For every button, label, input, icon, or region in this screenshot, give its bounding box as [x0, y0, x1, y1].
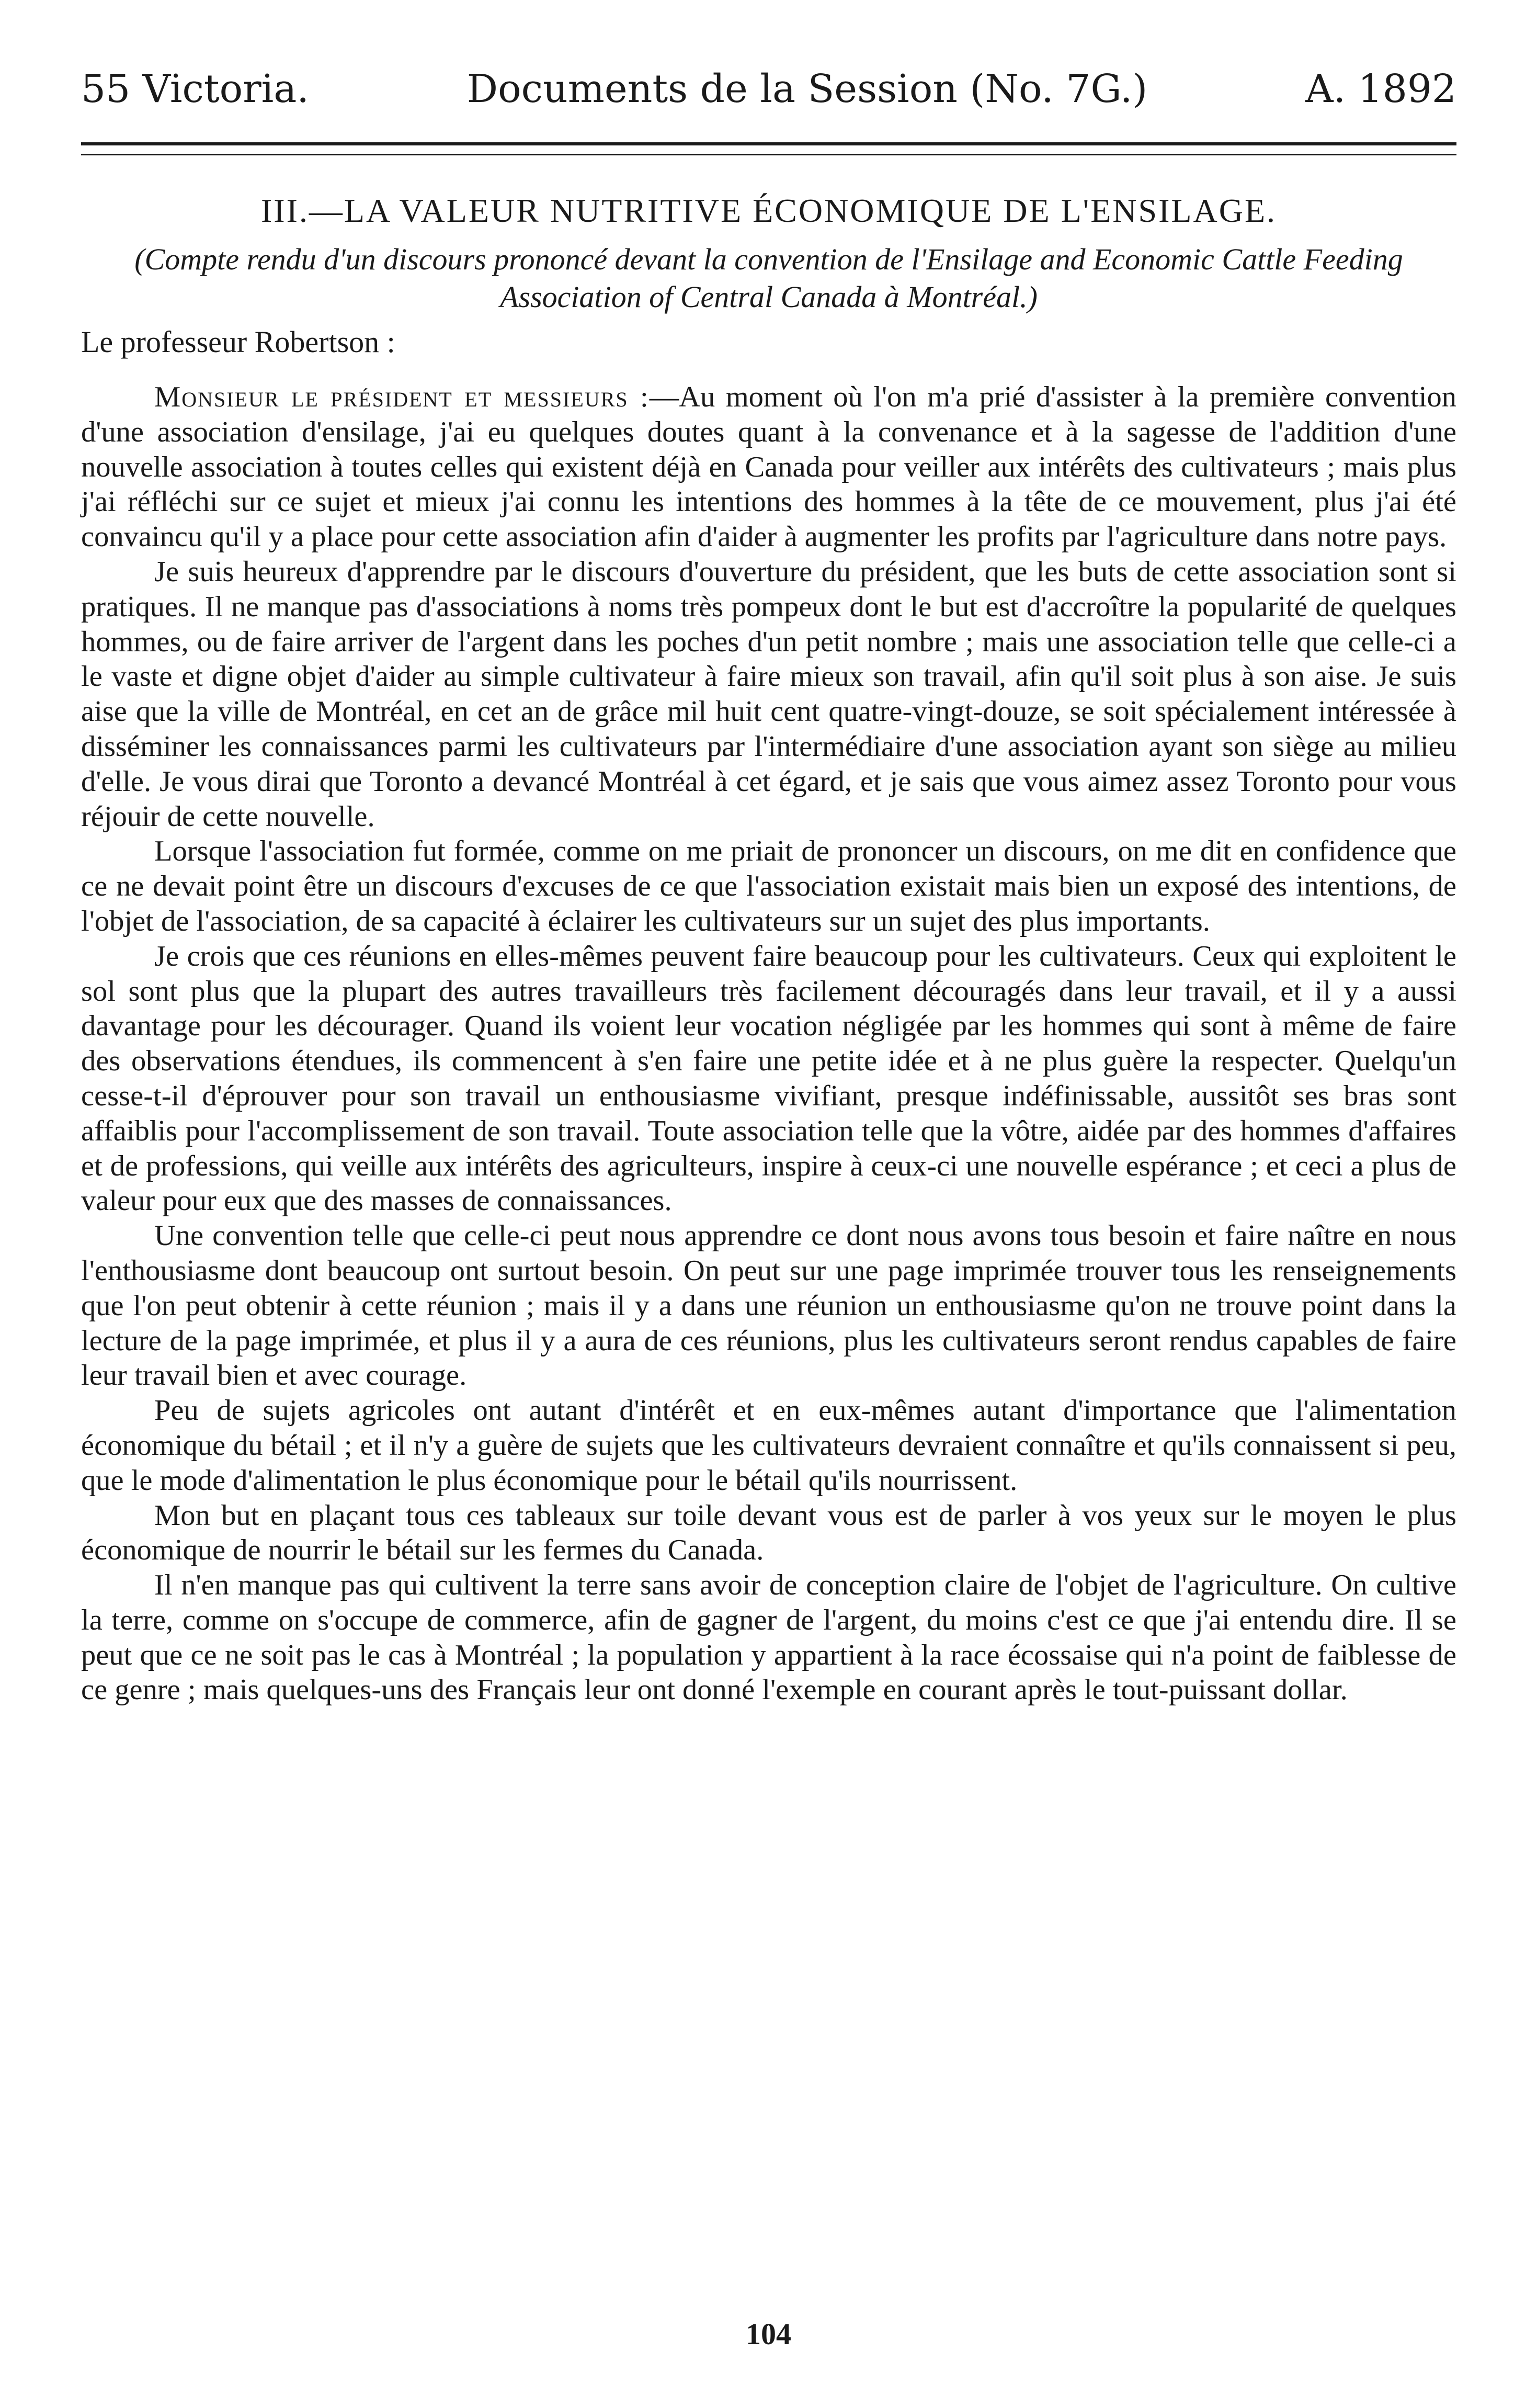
header-right: A. 1892	[1305, 66, 1456, 111]
header-rule-thin	[81, 154, 1456, 155]
paragraph-6: Peu de sujets agricoles ont autant d'intérêt et en eux-mêmes autant d'importance que l'alimentation économique du bétail ; et il n'y a guère de sujets que les cultivateurs devraient connaître et qu'ils connaissent si peu, que le mode d'alimentation le plus économique pour le bétail qu'ils nourrissent.	[81, 1394, 1456, 1497]
salutation: Monsieur le président et messieurs :	[154, 381, 650, 413]
page-number: 104	[746, 2317, 791, 2351]
paragraph-1-text: —Au moment où l'on m'a prié d'assister à la première convention d'une association d'ensilage, j'ai eu quelques doutes quant à la convenance et à la sagesse de l'addition d'une nouvelle association à toutes celles qui existent déjà en Canada pour veiller aux intérêts des cultivateurs ; mais plus j'ai réfléchi sur ce sujet et mieux j'ai connu les intentions des hommes à la tête de ce mouvement, plus j'ai été convaincu qu'il y a place pour cette association afin d'aider à augmenter les profits par l'agriculture dans notre pays.	[81, 381, 1456, 553]
paragraph-2: Je suis heureux d'apprendre par le discours d'ouverture du président, que les buts de cette association sont si pratiques. Il ne manque pas d'associations à noms très pompeux dont le but est d'accroître la popularité de quelques hommes, ou de faire arriver de l'argent dans les poches d'un petit nombre ; mais une association telle que celle-ci a le vaste et digne objet d'aider au simple cultivateur à faire mieux son travail, afin qu'il soit plus à son aise. Je suis aise que la ville de Montréal, en cet an de grâce mil huit cent quatre-vingt-douze, se soit spécialement intéressée à disséminer les connaissances parmi les cultivateurs par l'intermédiaire d'une association ayant son siège au milieu d'elle. Je vous dirai que Toronto a devancé Montréal à cet égard, et je sais que vous aimez assez Toronto pour vous réjouir de cette nouvelle.	[81, 555, 1456, 833]
section-title: III.—LA VALEUR NUTRITIVE ÉCONOMIQUE DE L'ENSILAGE.	[260, 192, 1277, 229]
document-page	[81, 63, 1456, 1708]
paragraph-5: Une convention telle que celle-ci peut nous apprendre ce dont nous avons tous besoin et faire naître en nous l'enthousiasme dont beaucoup ont surtout besoin. On peut sur une page imprimée trouver tous les renseignements que l'on peut obtenir à cette réunion ; mais il y a dans une réunion un enthousiasme qu'on ne trouve point dans la lecture de la page imprimée, et plus il y a aura de ces réunions, plus les cultivateurs seront rendus capables de faire leur travail bien et avec courage.	[81, 1219, 1456, 1392]
paragraph-8: Il n'en manque pas qui cultivent la terre sans avoir de conception claire de l'objet de l'agriculture. On cultive la terre, comme on s'occupe de commerce, afin de gagner de l'argent, du moins c'est ce que j'ai entendu dire. Il se peut que ce ne soit pas le cas à Montréal ; la population y appartient à la race écossaise qui n'a point de faiblesse de ce genre ; mais quelques-uns des Français leur ont donné l'exemple en courant après le tout-puissant dollar.	[81, 1569, 1456, 1706]
header-rule-thick	[81, 142, 1456, 145]
speaker: Le professeur Robertson :	[81, 325, 395, 359]
header-left: 55 Victoria.	[81, 66, 309, 111]
paragraph-7: Mon but en plaçant tous ces tableaux sur toile devant vous est de parler à vos yeux sur le moyen le plus économique de nourrir le bétail sur les fermes du Canada.	[81, 1499, 1456, 1567]
paragraph-4: Je crois que ces réunions en elles-mêmes peuvent faire beaucoup pour les cultivateurs. Ceux qui exploitent le sol sont plus que la plupart des autres travailleurs très facilement découragés dans leur travail, et il y a aussi davantage pour les décourager. Quand ils voient leur vocation négligée par les hommes qui sont à même de faire des observations étendues, ils commencent à s'en faire une petite idée et à ne plus guère la respecter. Quelqu'un cesse-t-il d'éprouver pour son travail un enthousiasme vivifiant, presque indéfinissable, aussitôt ses bras sont affaiblis pour l'accomplissement de son travail. Toute association telle que la vôtre, aidée par des hommes d'affaires et de professions, qui veille aux intérêts des agriculteurs, inspire à ceux-ci une nouvelle espérance ; et ceci a plus de valeur pour eux que des masses de connaissances.	[81, 940, 1456, 1217]
paragraph-1	[81, 380, 1456, 555]
header-rule	[81, 142, 1456, 163]
paragraph-3: Lorsque l'association fut formée, comme on me priait de prononcer un discours, on me dit en confidence que ce ne devait point être un discours d'excuses de ce que l'association existait mais bien un exposé des intentions, de l'objet de l'association, de sa capacité à éclairer les cultivateurs sur un sujet des plus importants.	[81, 835, 1456, 937]
body-text	[81, 380, 1456, 1708]
running-head	[81, 63, 1456, 120]
header-center: Documents de la Session (No. 7G.)	[466, 66, 1148, 111]
subtitle: (Compte rendu d'un discours prononcé devant la convention de l'Ensilage and Economic Cattle Feeding Association of Central Canada à Montréal.)	[134, 242, 1403, 314]
